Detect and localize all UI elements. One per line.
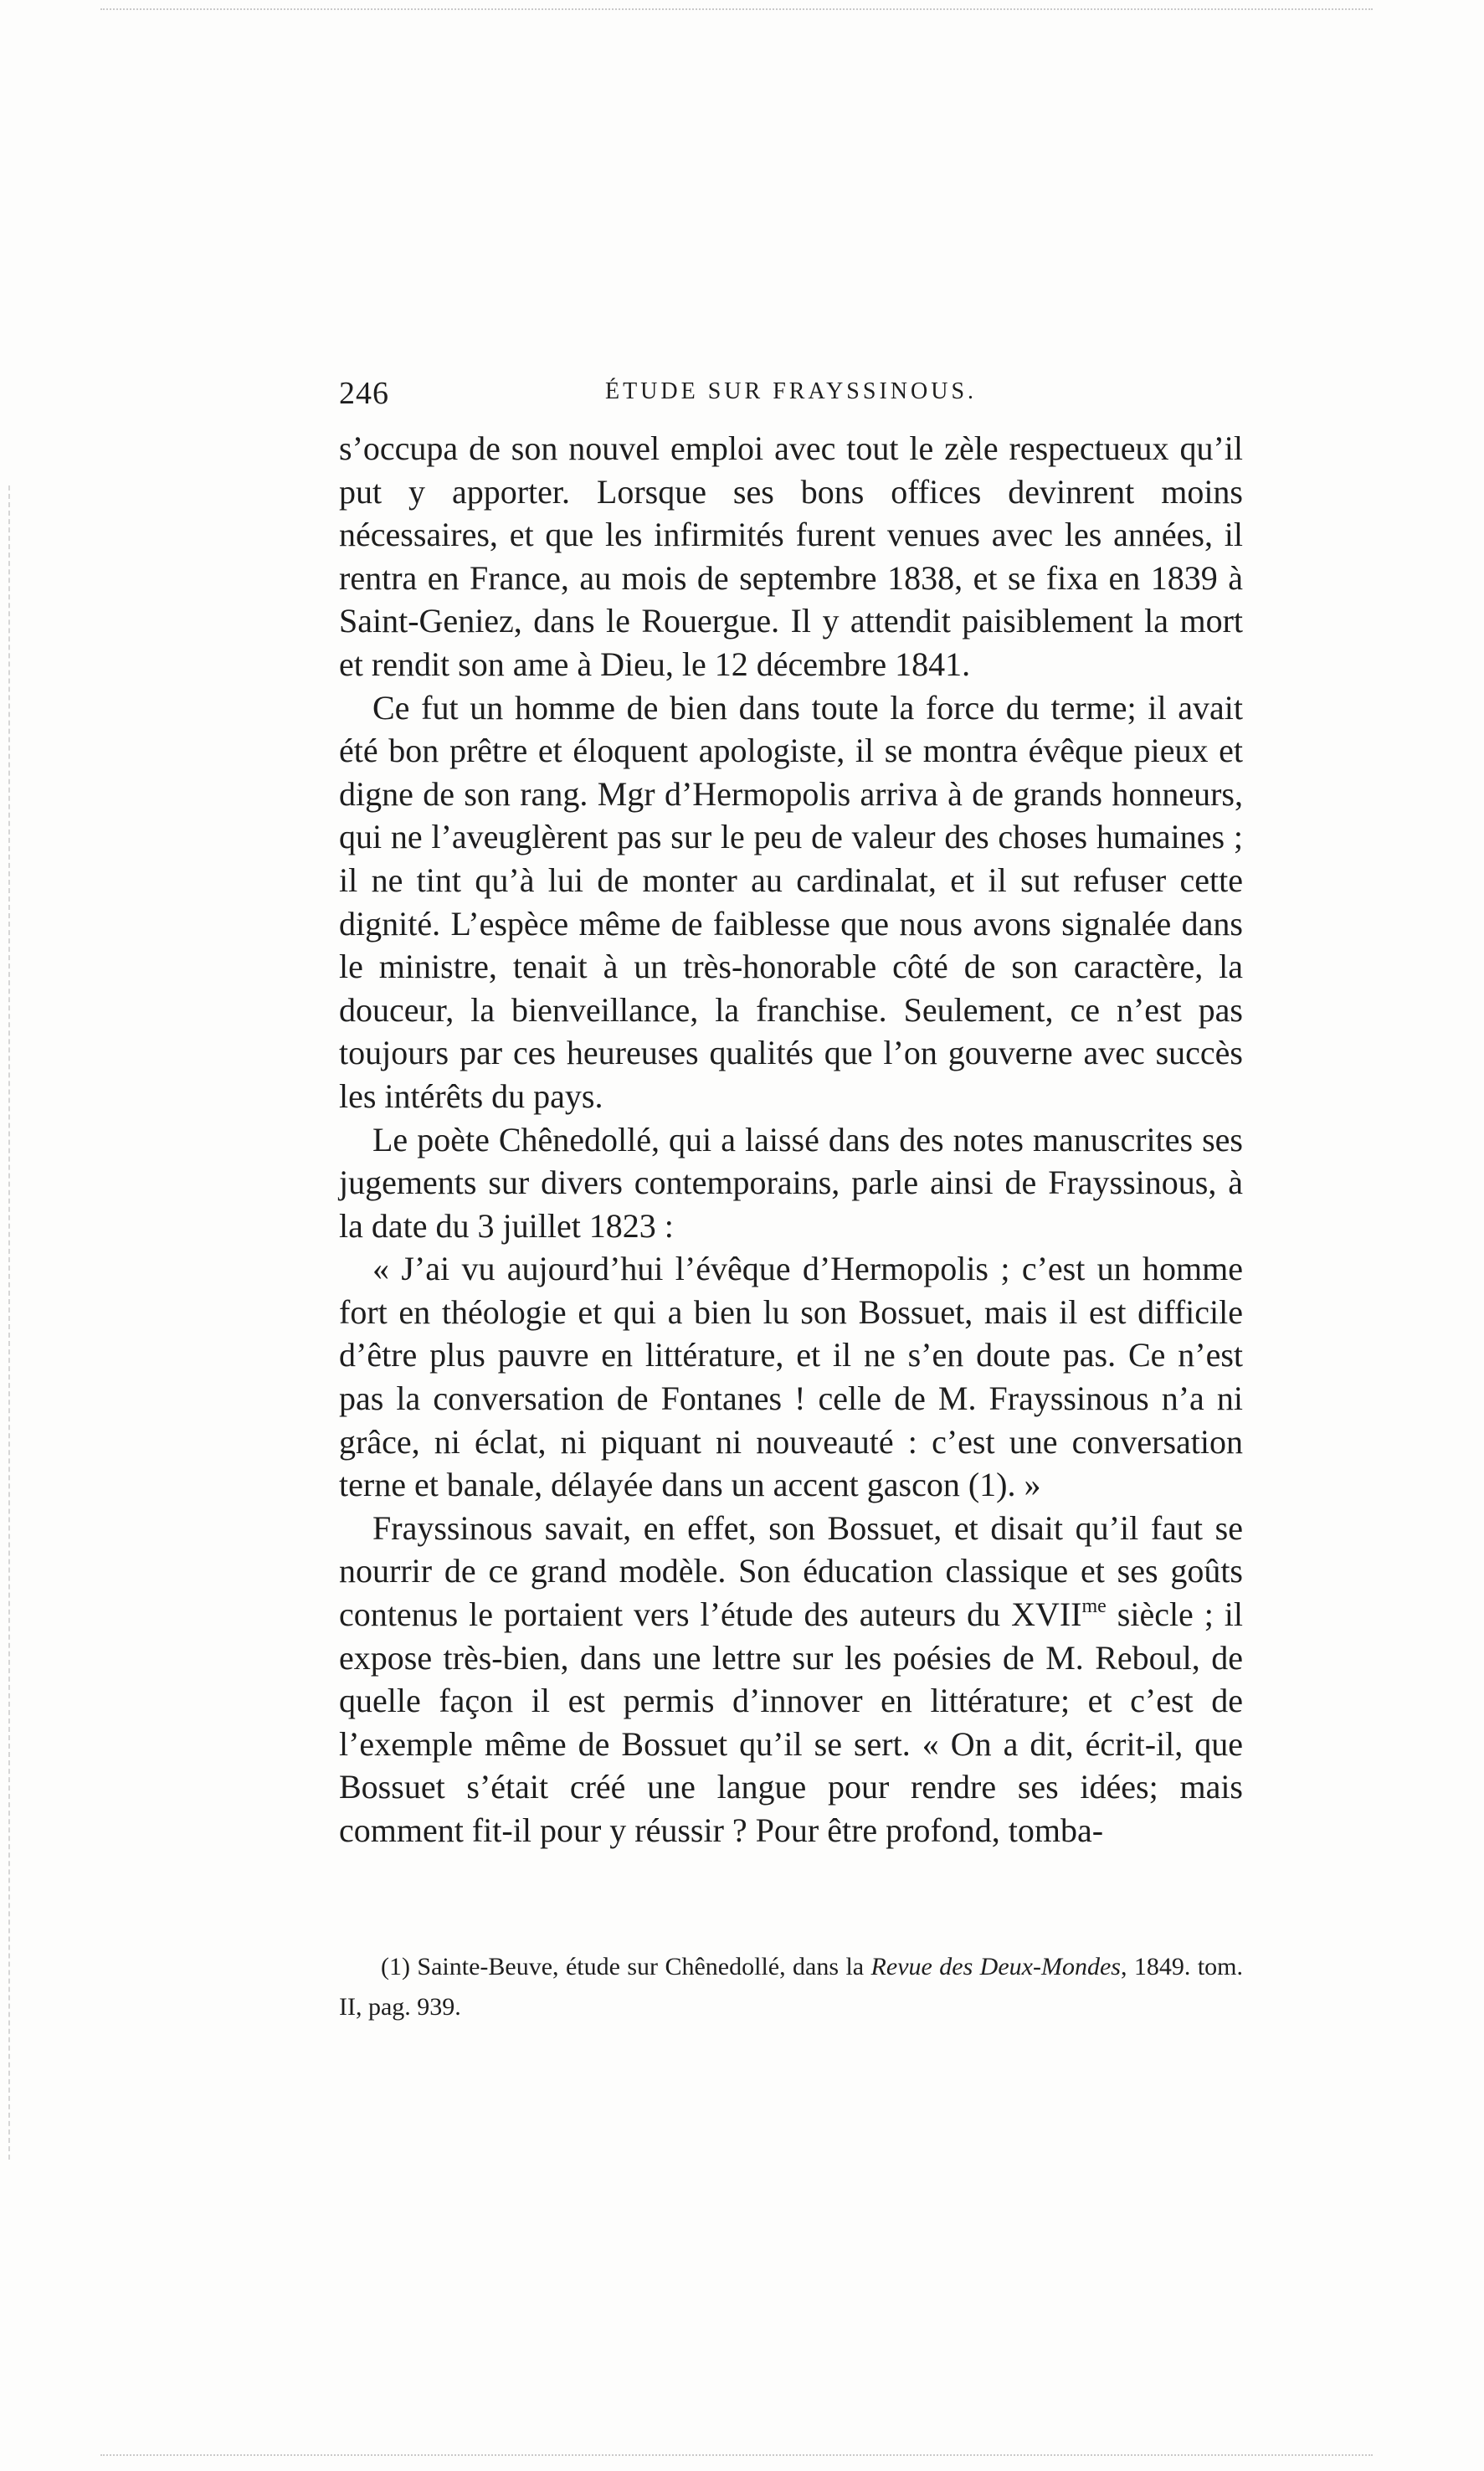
paragraph-3: Le poète Chênedollé, qui a laissé dans des notes manuscrites ses jugements sur divers contemporains, parle ainsi de Frayssinous, à la date du 3 juillet 1823 : — [339, 1120, 1243, 1245]
paragraph-1: s’occupa de son nouvel emploi avec tout le zèle respectueux qu’il put y apporter. Lorsque ses bons offices devinrent moins nécessaires, et que les infirmités furent venues avec les années, il rentra en France, au mois de septembre 1838, et se fixa en 1839 à Saint-Geniez, dans le Rouergue. Il y attendit paisiblement la mort et rendit son ame à Dieu, le 12 décembre 1841. — [339, 429, 1243, 683]
paragraph-5-part-a: Frayssinous savait, en effet, son Bossuet, et disait qu’il faut se nourrir de ce grand modèle. Son éducation classique et ses goûts contenus le portaient vers l’étude des auteurs du XVII — [339, 1508, 1243, 1634]
scan-edge-top — [100, 8, 1373, 13]
paragraph-5 — [339, 1507, 1243, 1852]
century-superscript: me — [1081, 1595, 1107, 1618]
paragraph-5-part-b: siècle ; il expose très-bien, dans une lettre sur les poésies de M. Reboul, de quelle façon il est permis d’innover en littérature; et c’est de l’exemple même de Bossuet qu’il se sert. « On a dit, écrit-il, que Bossuet s’était créé une langue pour rendre ses idées; mais comment fit-il pour y réussir ? Pour être profond, tomba- — [339, 1595, 1243, 1849]
running-title: ÉTUDE SUR FRAYSSINOUS. — [604, 378, 978, 404]
footnote-text-a: (1) Sainte-Beuve, étude sur Chênedollé, dans la — [381, 1953, 871, 1980]
page-header — [339, 375, 1243, 425]
footnote — [339, 1947, 1243, 2027]
scan-edge-bottom — [100, 2454, 1373, 2459]
quotation-paragraph: « J’ai vu aujourd’hui l’évêque d’Hermopolis ; c’est un homme fort en théologie et qui a bien lu son Bossuet, mais il est difficile d’être plus pauvre en littérature, et il ne s’en doute pas. Ce n’est pas la conversation de Fontanes ! celle de M. Frayssinous n’a ni grâce, ni éclat, ni piquant ni nouveauté : c’est une conversation terne et banale, délayée dans un accent gascon (1). » — [339, 1250, 1243, 1504]
scan-edge-left — [8, 485, 12, 2160]
paragraph-2: Ce fut un homme de bien dans toute la force du terme; il avait été bon prêtre et éloquent apologiste, il se montra évêque pieux et digne de son rang. Mgr d’Hermopolis arriva à de grands honneurs, qui ne l’aveuglèrent pas sur le peu de valeur des choses humaines ; il ne tint qu’à lui de monter au cardinalat, et il sut refuser cette dignité. L’espèce même de faiblesse que nous avons signalée dans le ministre, tenait à un très-honorable côté de son caractère, la douceur, la bienveillance, la franchise. Seulement, ce n’est pas toujours par ces heureuses qualités que l’on gouverne avec succès les intérêts du pays. — [339, 688, 1243, 1115]
page-number: 246 — [339, 376, 389, 411]
body-text — [339, 427, 1243, 1852]
footnote-journal: Revue des Deux-Mondes — [870, 1953, 1121, 1980]
footnote-text-b: , 1849. tom. II, pag. 939. — [339, 1953, 1243, 2021]
